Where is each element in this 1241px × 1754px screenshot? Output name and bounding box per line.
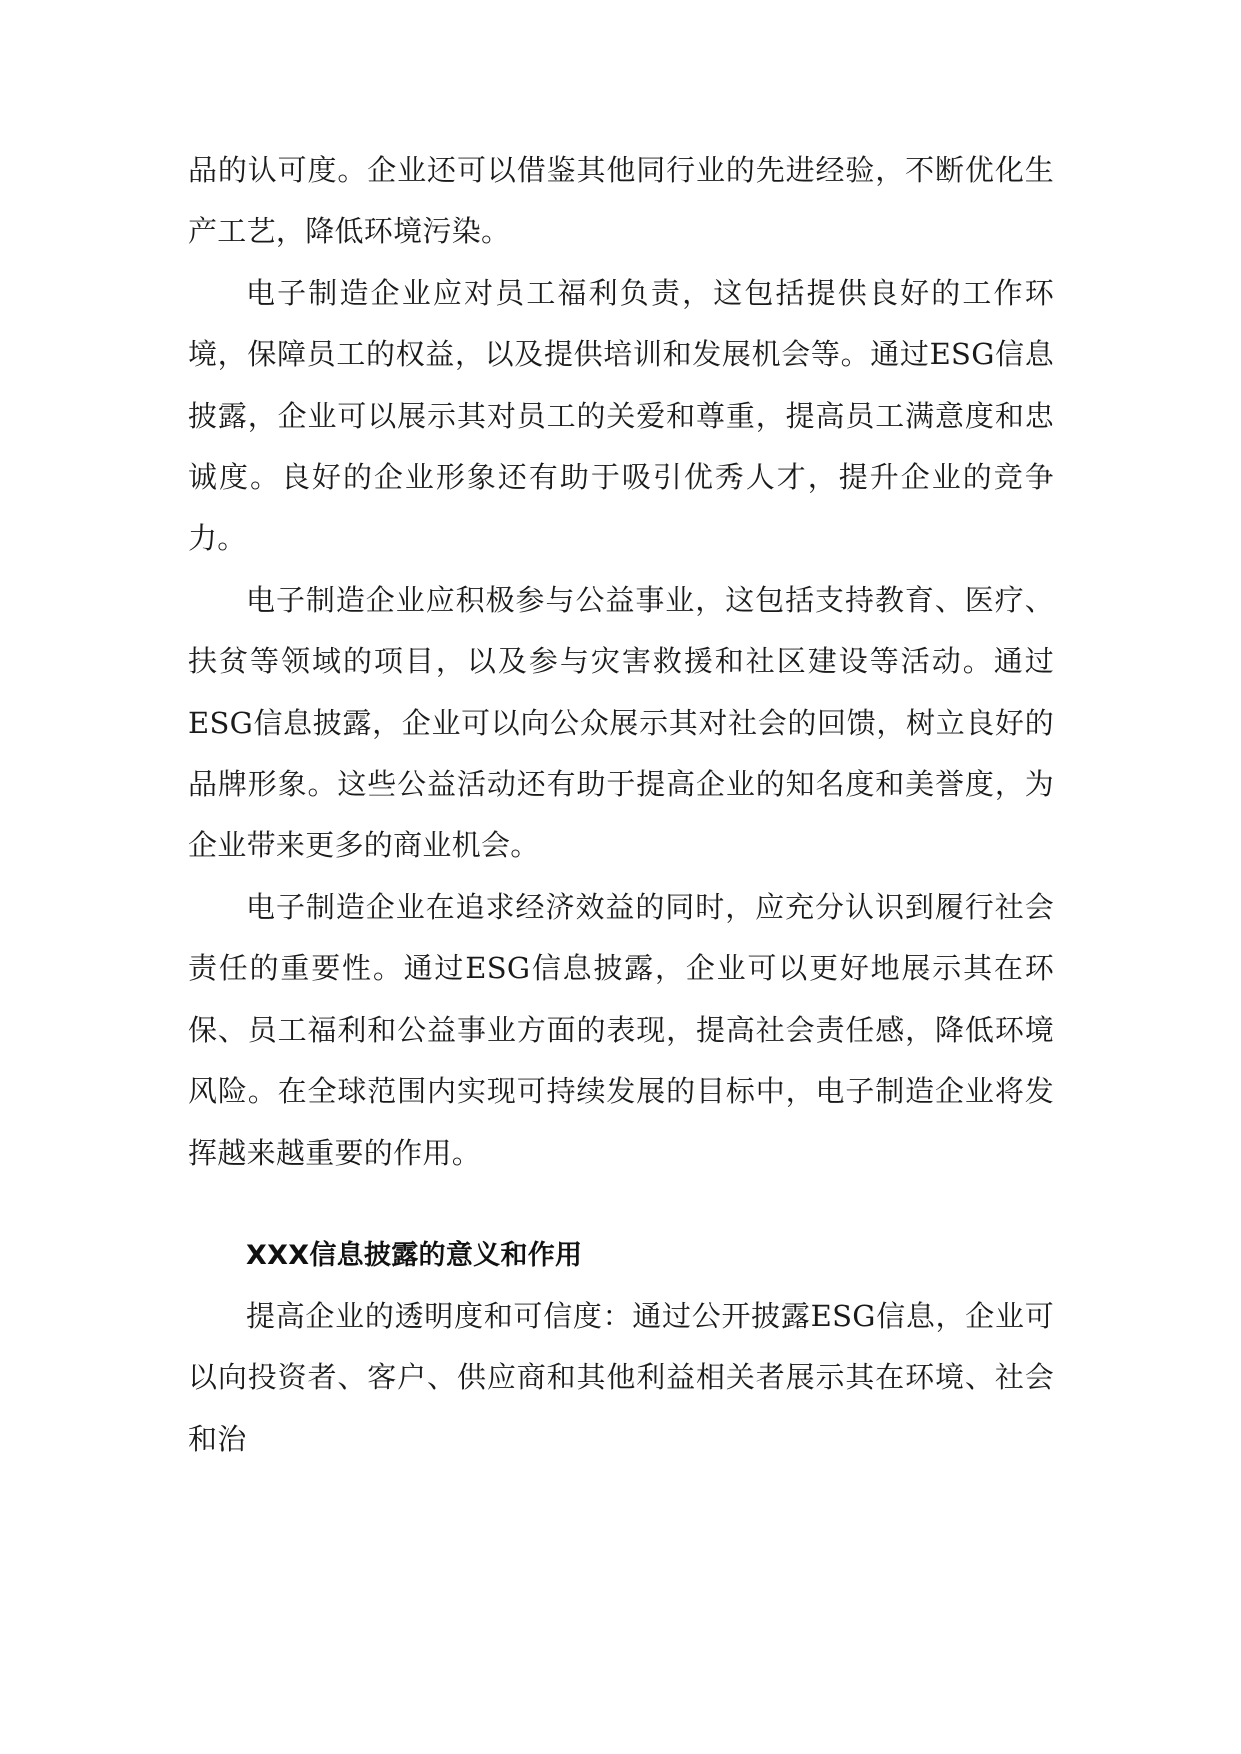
paragraph-social-responsibility: 电子制造企业在追求经济效益的同时，应充分认识到履行社会责任的重要性。通过ESG信息披露，企业可以更好地展示其在环保、员工福利和公益事业方面的表现，提高社会责任感，降低环境风险。在全球范围内实现可持续发展的目标中，电子制造企业将发挥越来越重要的作用。: [188, 889, 1054, 1170]
document-body: [188, 140, 1054, 1470]
paragraph-continuation: 品的认可度。企业还可以借鉴其他同行业的先进经验，不断优化生产工艺，降低环境污染。: [188, 153, 1054, 249]
section-heading: XXX信息披露的意义和作用: [246, 1239, 583, 1271]
paragraph-employee-welfare: 电子制造企业应对员工福利负责，这包括提供良好的工作环境，保障员工的权益，以及提供培训和发展机会等。通过ESG信息披露，企业可以展示其对员工的关爱和尊重，提高员工满意度和忠诚度。良好的企业形象还有助于吸引优秀人才，提升企业的竞争力。: [188, 275, 1054, 556]
paragraph-public-welfare: 电子制造企业应积极参与公益事业，这包括支持教育、医疗、扶贫等领域的项目，以及参与灾害救援和社区建设等活动。通过ESG信息披露，企业可以向公众展示其对社会的回馈，树立良好的品牌形象。这些公益活动还有助于提高企业的知名度和美誉度，为企业带来更多的商业机会。: [188, 582, 1054, 863]
paragraph-transparency: 提高企业的透明度和可信度：通过公开披露ESG信息，企业可以向投资者、客户、供应商和其他利益相关者展示其在环境、社会和治: [188, 1298, 1054, 1456]
